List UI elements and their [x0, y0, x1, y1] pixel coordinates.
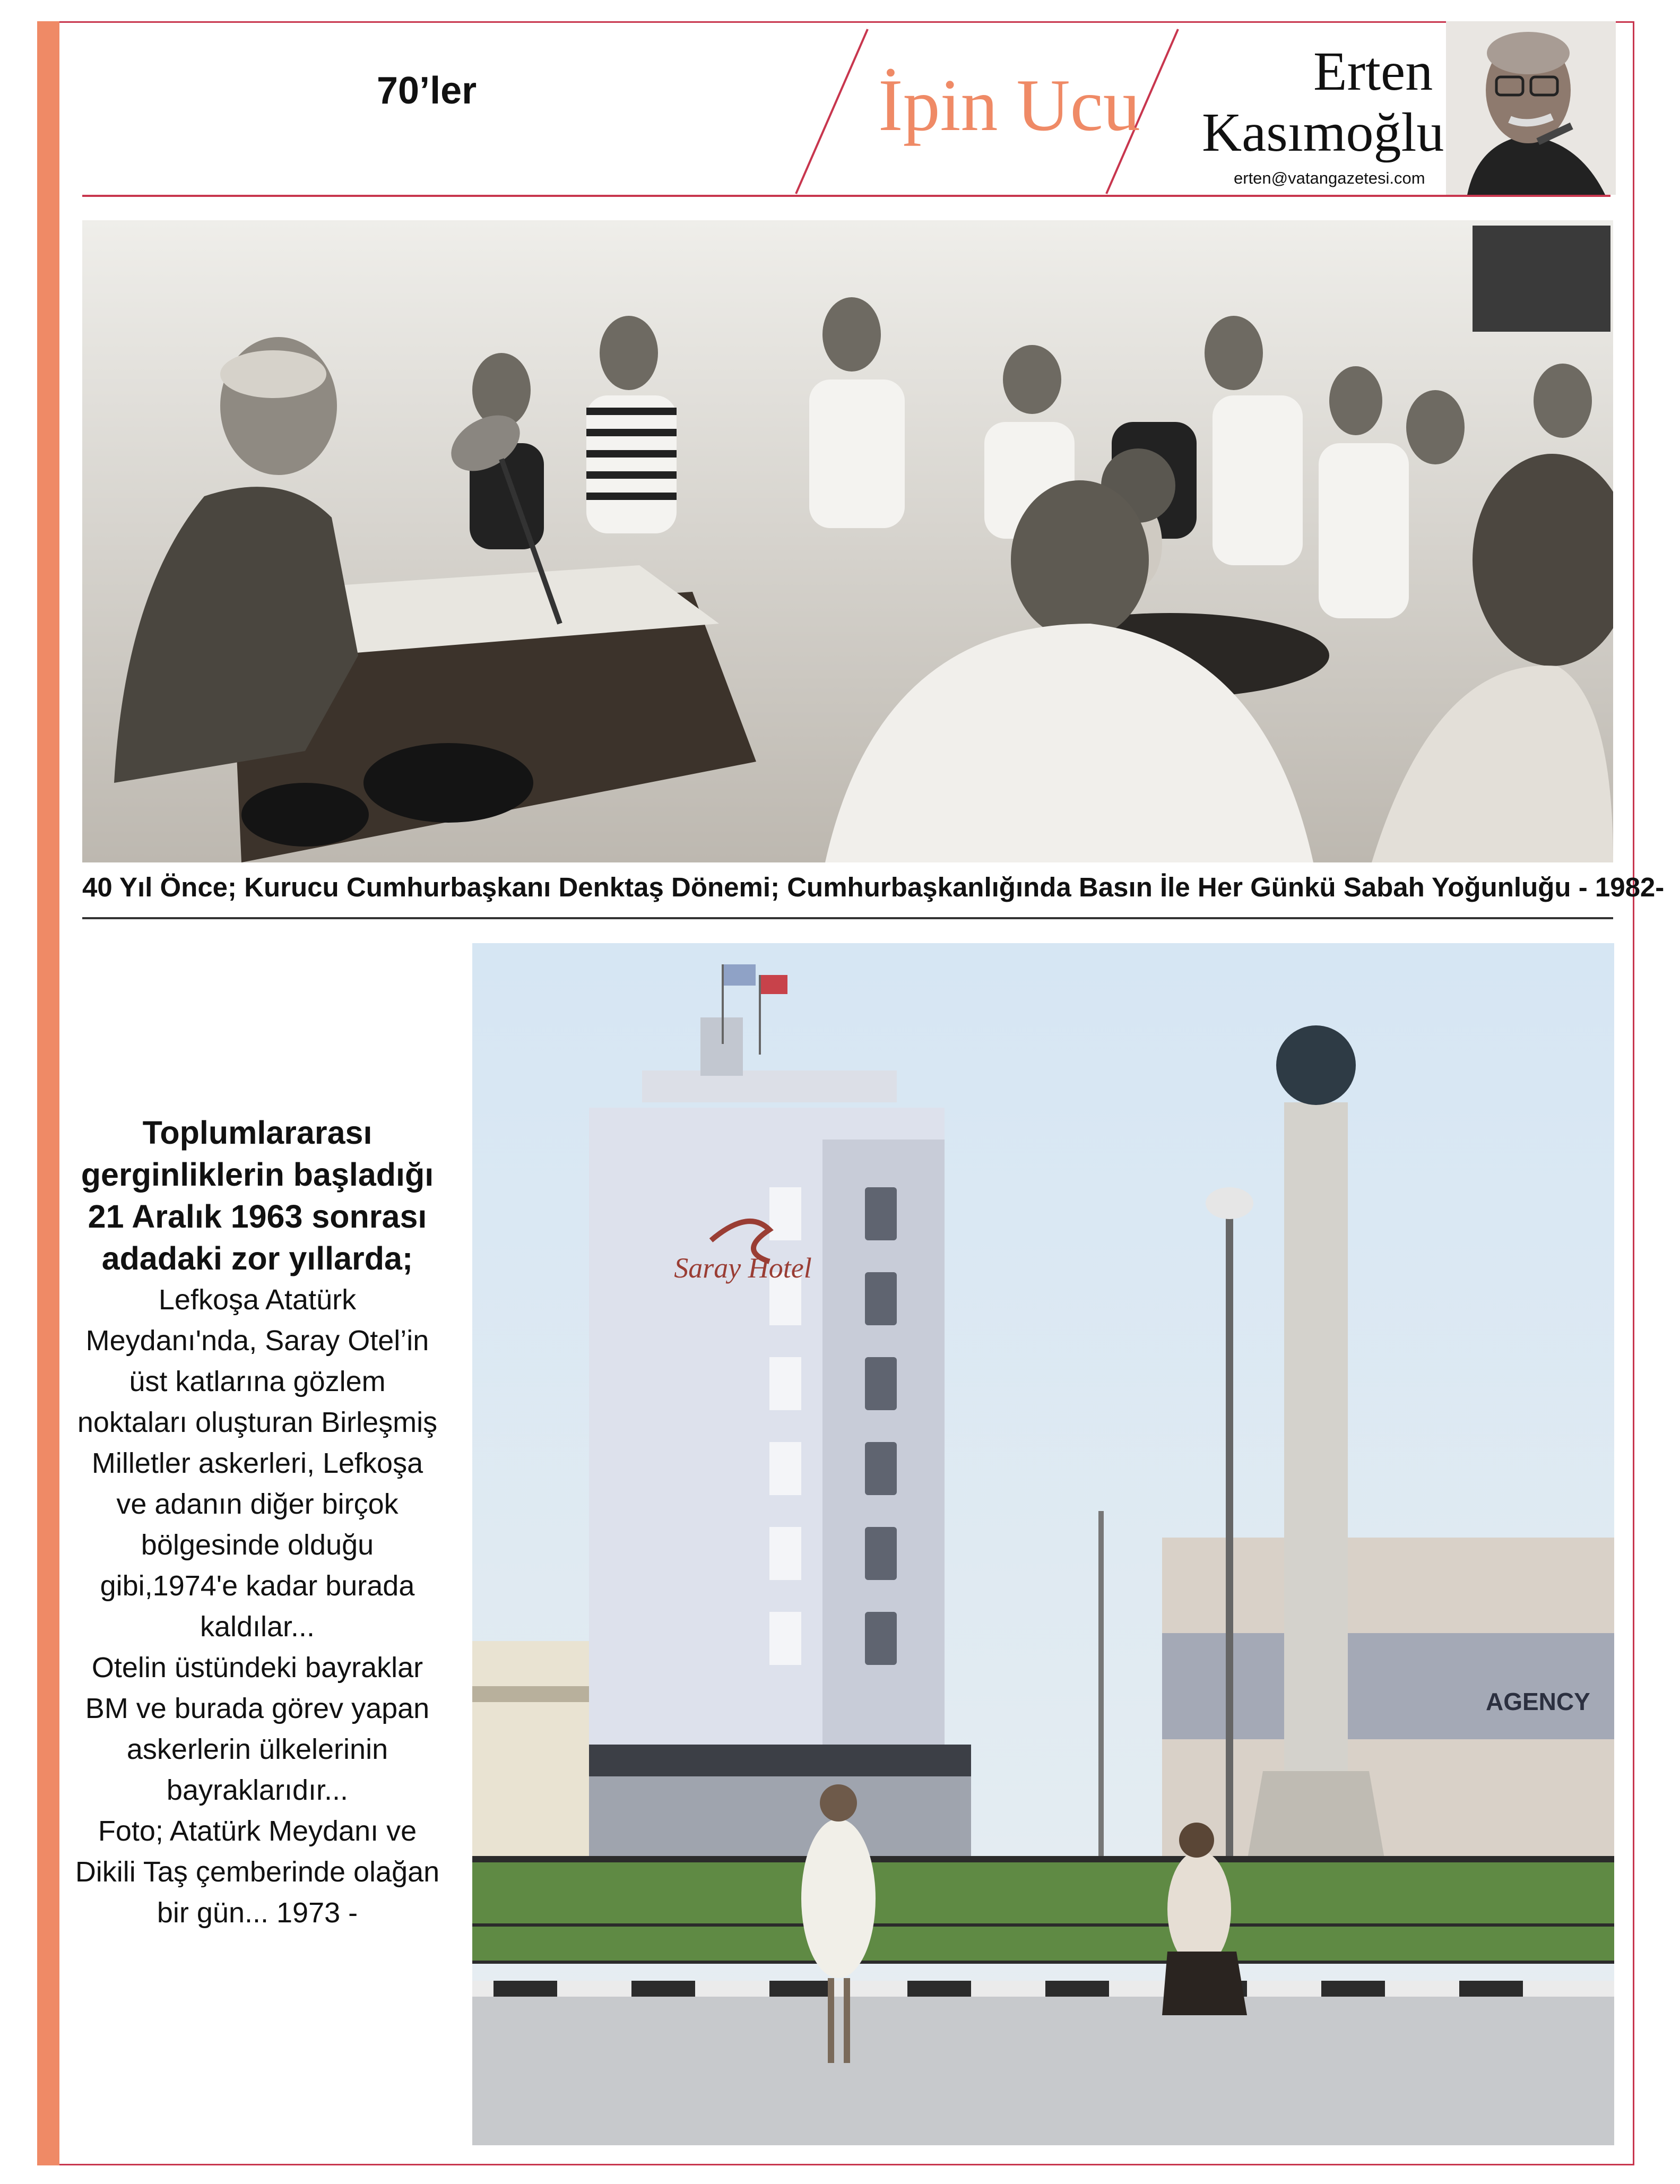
sidebar-body: Lefkoşa Atatürk Meydanı'nda, Saray Otel’in üst katlarına gözlem noktaları oluşturan Birleşmiş Milletler askerleri, Lefkoşa ve adanın diğer birçok bölgesinde olduğu gibi,1974'e kadar burada kaldılar...: [77, 1284, 438, 1643]
header-rule: [82, 195, 1610, 197]
hotel-sign: Saray Hotel: [674, 1252, 812, 1284]
sidebar-photo-note: Foto; Atatürk Meydanı ve Dikili Taş çemberinde olağan bir gün... 1973 -: [75, 1815, 440, 1929]
press-meeting-photo: [82, 220, 1613, 862]
photo-1-caption: 40 Yıl Önce; Kurucu Cumhurbaşkanı Denktaş Dönemi; Cumhurbaşkanlığında Basın İle Her Günkü Sabah Yoğunluğu - 1982-: [82, 872, 1665, 902]
author-email[interactable]: erten@vatangazetesi.com: [1234, 169, 1425, 187]
agency-sign: AGENCY: [1486, 1688, 1590, 1715]
left-accent-bar: [37, 21, 59, 2165]
author-last-name: Kasımoğlu: [1202, 102, 1444, 163]
author-first-name: Erten: [1313, 41, 1433, 102]
caption-rule: [82, 917, 1613, 919]
saray-hotel-photo: [472, 943, 1614, 2145]
sidebar-flags-note: Otelin üstündeki bayraklar BM ve burada görev yapan askerlerin ülkelerinin bayraklarıdır...: [85, 1652, 430, 1806]
sidebar-heading: Toplumlararası gerginliklerin başladığı 21 Aralık 1963 sonrası adadaki zor yıllarda;: [81, 1115, 434, 1276]
author-portrait: [1446, 21, 1616, 195]
sidebar-text: [74, 1112, 440, 1933]
column-title: İpin Ucu: [878, 64, 1140, 146]
section-label: 70’ler: [377, 70, 477, 112]
